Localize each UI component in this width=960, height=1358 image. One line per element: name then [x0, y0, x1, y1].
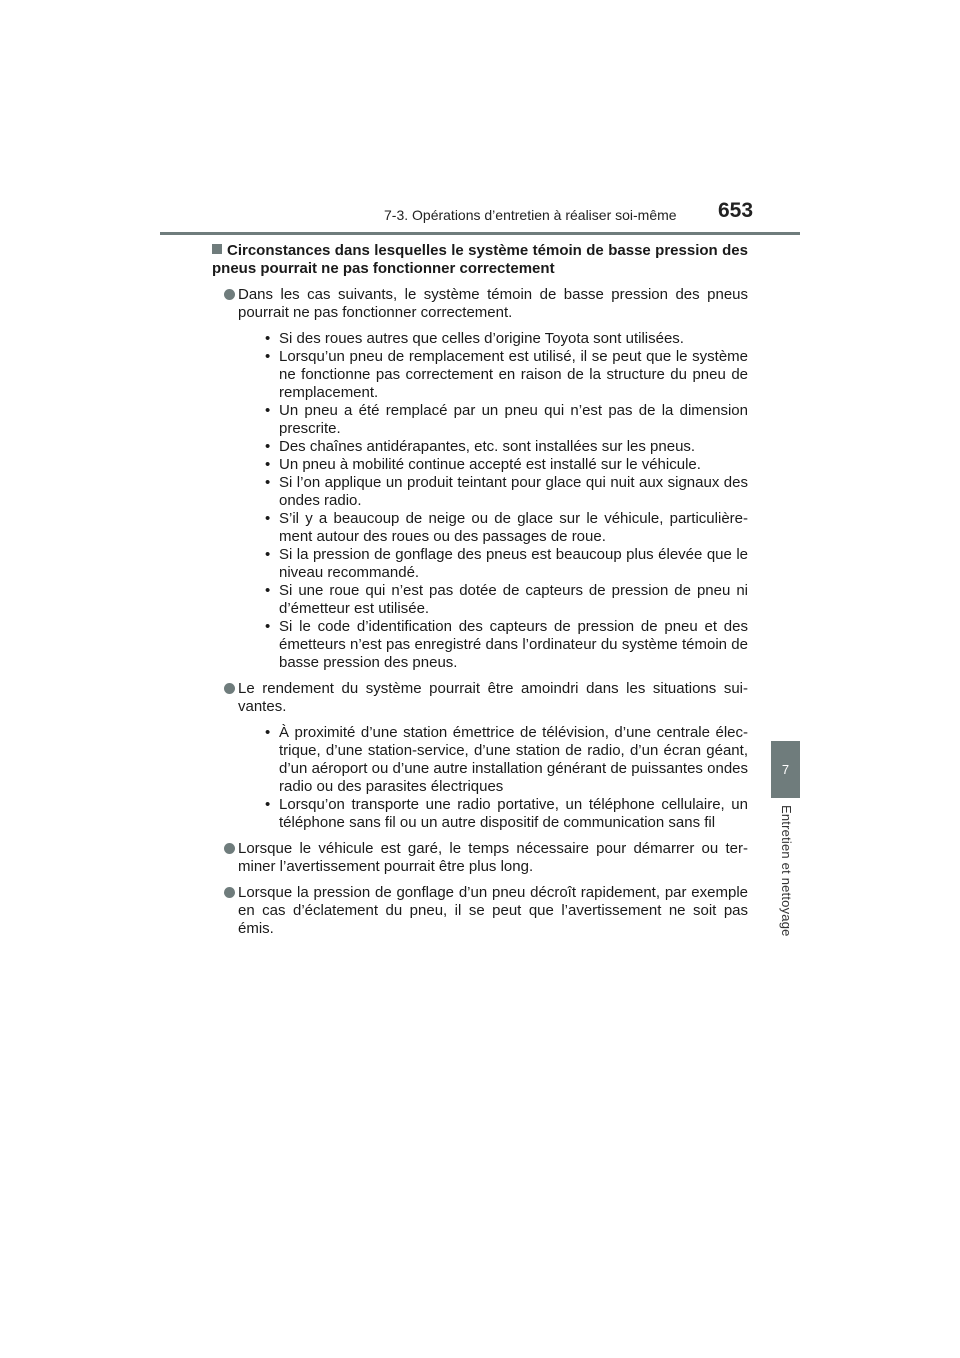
sub-item: • Si le code d’identification des capteurs de pression de pneu et des émetteurs n’est pas enregistré dans l’ordinateur du système témoin de basse pression des pneus. — [264, 618, 748, 672]
circle-bullet-icon — [224, 289, 235, 300]
chapter-number: 7 — [781, 762, 790, 777]
bullet-text: Le rendement du système pourrait être amoindri dans les situations sui-vantes. — [238, 680, 748, 715]
bullet-item — [212, 286, 748, 672]
sub-item: • Lorsqu’on transporte une radio portative, un téléphone cellulaire, un téléphone sans fil ou un autre dispositif de communication sans fil — [264, 796, 748, 832]
content-body — [212, 242, 748, 938]
section-heading-text: Circonstances dans lesquelles le système témoin de basse pression des pneus pourrait ne pas fonctionner correctement — [212, 242, 748, 277]
header-divider — [160, 232, 800, 235]
sub-item: • Un pneu à mobilité continue accepté est installé sur le véhicule. — [264, 456, 748, 474]
bullet-item — [212, 680, 748, 832]
square-bullet-icon — [212, 244, 222, 254]
bullet-item — [212, 884, 748, 938]
circle-bullet-icon — [224, 887, 235, 898]
bullet-text: Lorsque le véhicule est garé, le temps nécessaire pour démarrer ou ter-miner l’avertissement pourrait être plus long. — [238, 840, 748, 875]
section-title: 7-3. Opérations d’entretien à réaliser soi-même — [384, 207, 677, 223]
sub-list — [264, 330, 748, 672]
sub-item: • Si la pression de gonflage des pneus est beaucoup plus élevée que le niveau recommandé. — [264, 546, 748, 582]
chapter-tab — [771, 741, 800, 798]
sub-item: • Un pneu a été remplacé par un pneu qui n’est pas de la dimension prescrite. — [264, 402, 748, 438]
circle-bullet-icon — [224, 683, 235, 694]
sub-item: • Si des roues autres que celles d’origine Toyota sont utilisées. — [264, 330, 748, 348]
sub-item: • S’il y a beaucoup de neige ou de glace sur le véhicule, particulière-ment autour des roues ou des passages de roue. — [264, 510, 748, 546]
sub-item: • Des chaînes antidérapantes, etc. sont installées sur les pneus. — [264, 438, 748, 456]
chapter-label: Entretien et nettoyage — [779, 805, 794, 937]
sub-item: • Lorsqu’un pneu de remplacement est utilisé, il se peut que le système ne fonctionne pas correctement en raison de la structure du pneu de remplacement. — [264, 348, 748, 402]
circle-bullet-icon — [224, 843, 235, 854]
sub-list — [264, 724, 748, 832]
sub-item: • À proximité d’une station émettrice de télévision, d’une centrale élec-trique, d’une station-service, d’une station de radio, d’un écran géant, d’un aéroport ou d’une autre installation générant de puissantes ondes radio ou des parasites électriques — [264, 724, 748, 796]
bullet-text: Lorsque la pression de gonflage d’un pneu décroît rapidement, par exemple en cas d’éclatement du pneu, il se peut que l’avertissement ne soit pas émis. — [238, 884, 748, 937]
section-heading — [212, 242, 748, 278]
page-number: 653 — [718, 199, 754, 222]
bullet-text: Dans les cas suivants, le système témoin de basse pression des pneus pourrait ne pas fonctionner correctement. — [238, 286, 748, 321]
sub-item: • Si l’on applique un produit teintant pour glace qui nuit aux signaux des ondes radio. — [264, 474, 748, 510]
sub-item: • Si une roue qui n’est pas dotée de capteurs de pression de pneu ni d’émetteur est utilisée. — [264, 582, 748, 618]
bullet-item — [212, 840, 748, 876]
